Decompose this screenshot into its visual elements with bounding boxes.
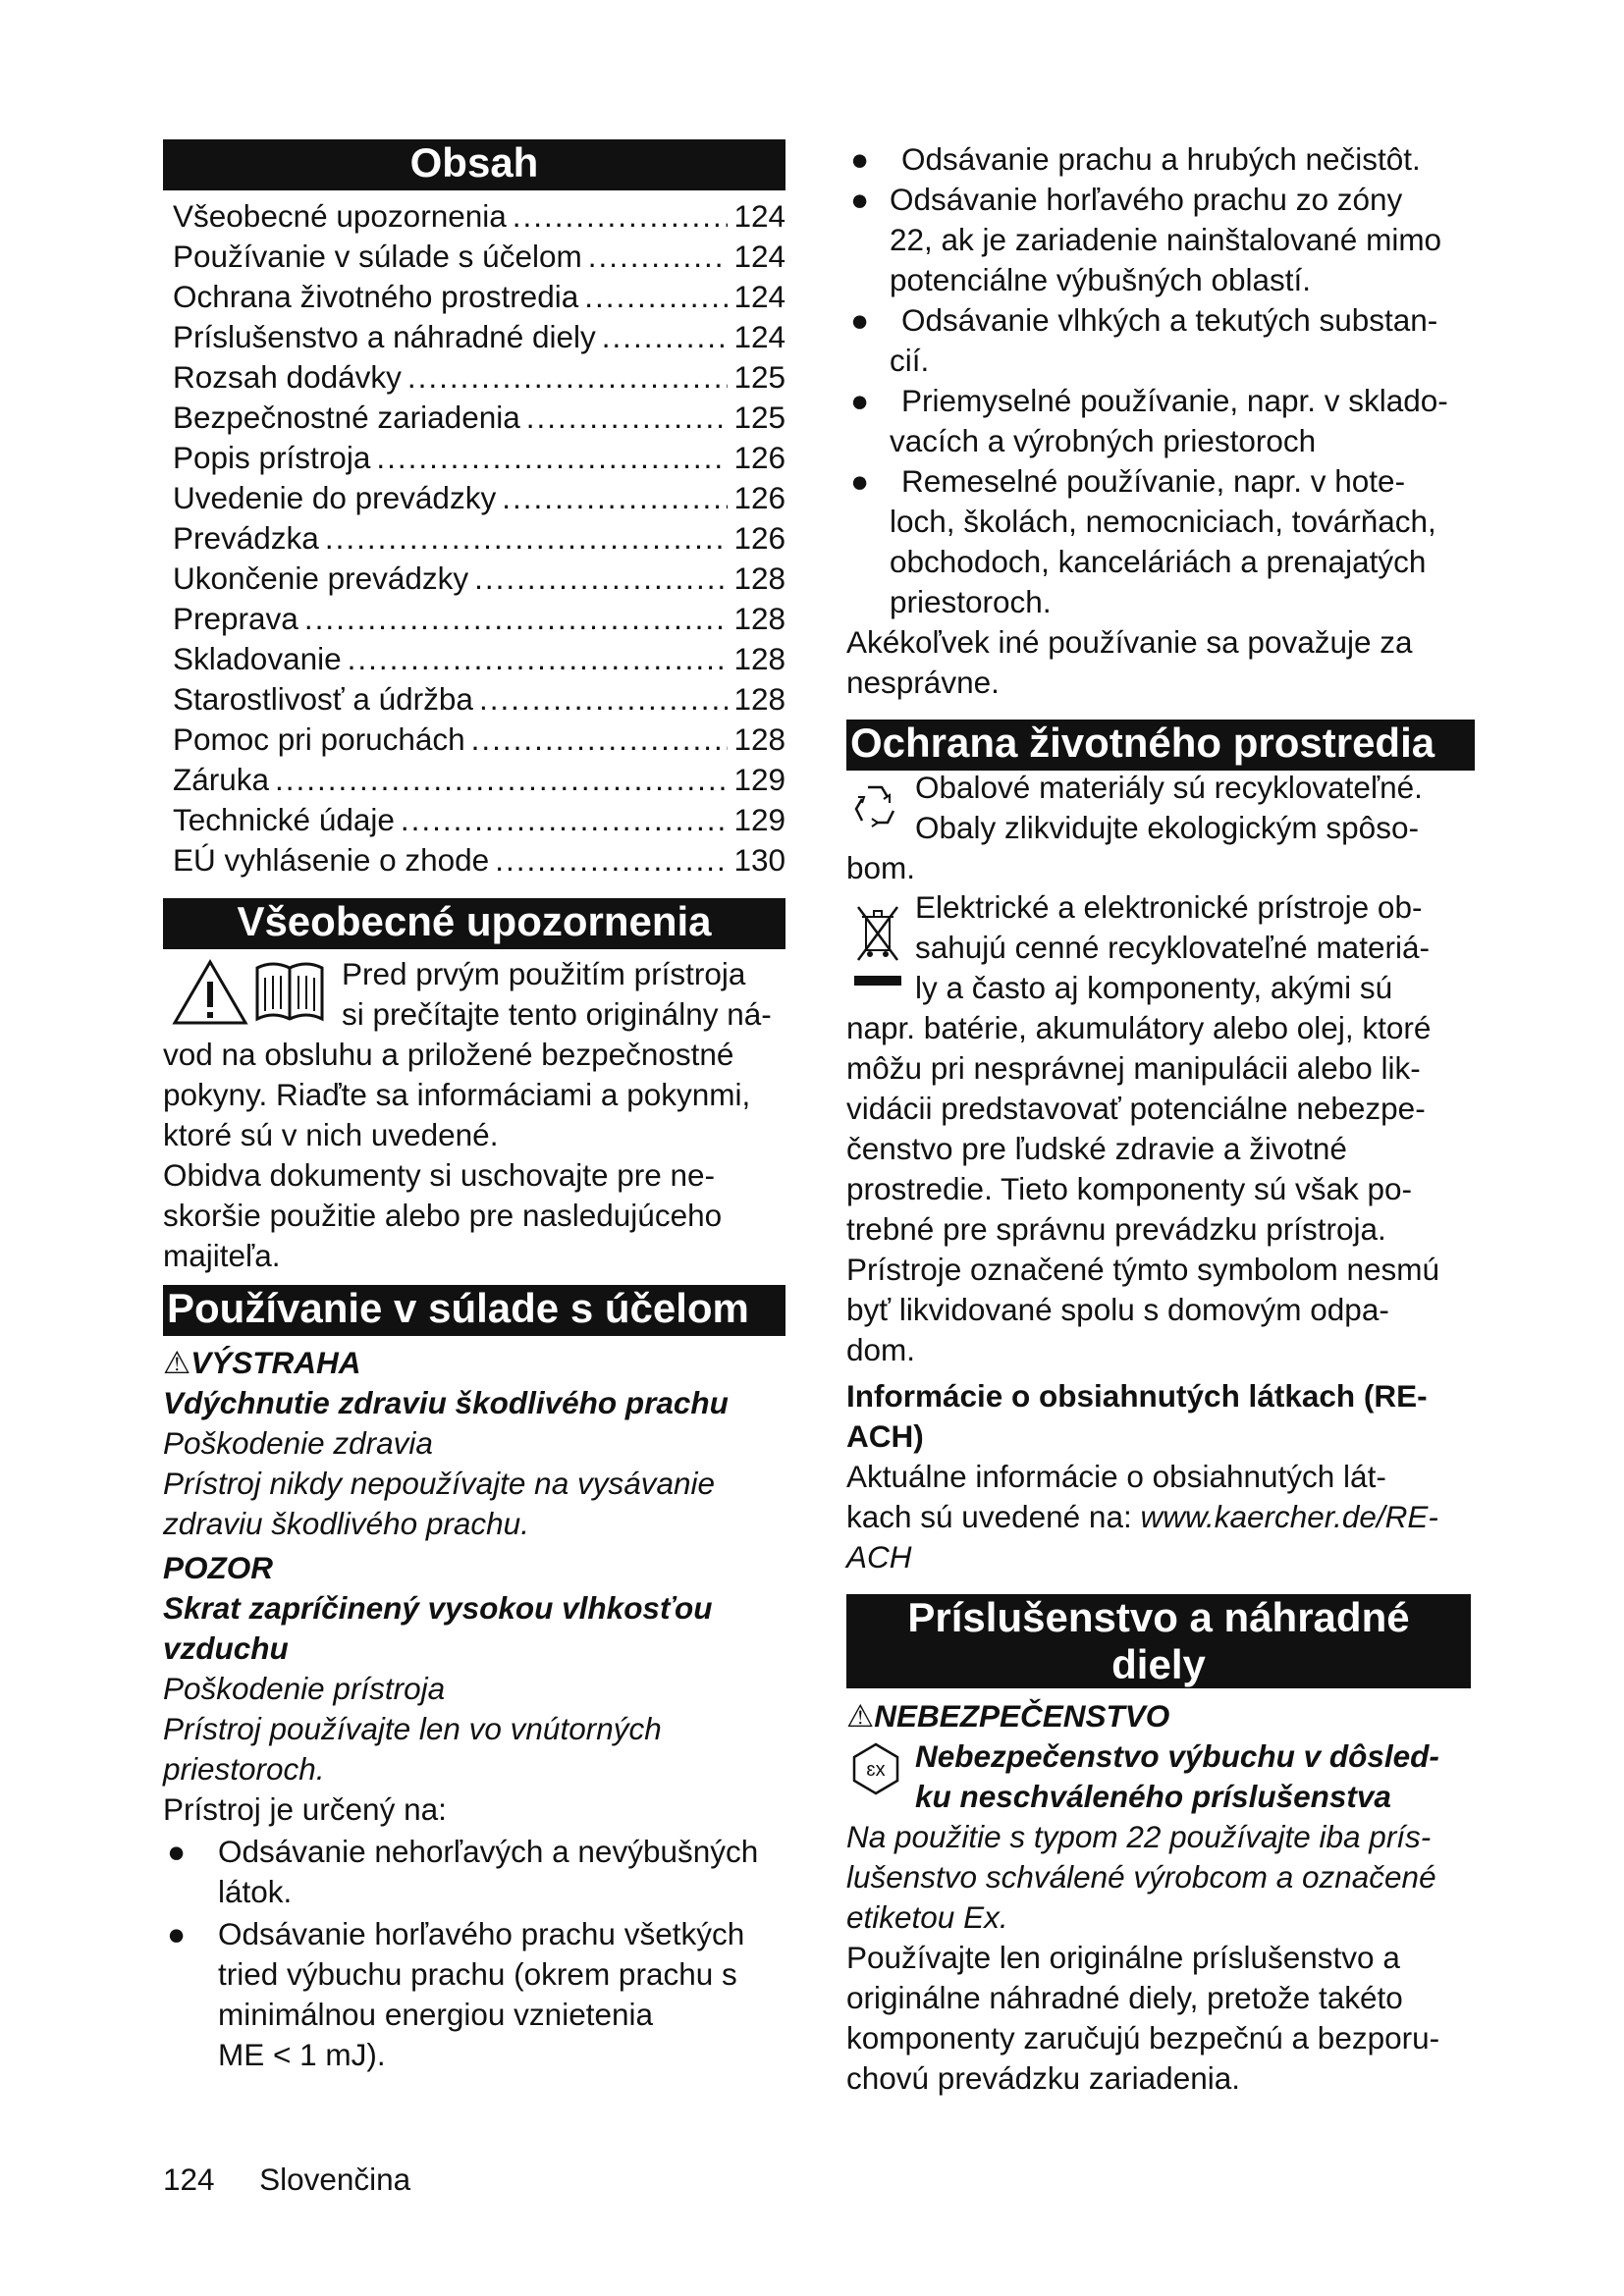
toc-entry[interactable] bbox=[173, 639, 785, 679]
toc-entry-page: 128 bbox=[733, 721, 785, 757]
list-item: ● Odsávanie horľavého prachu zo zóny 22, ak je zariadenie nainštalované mimo potenciálne výbušných oblastí. bbox=[850, 182, 1442, 297]
toc-entry[interactable] bbox=[173, 398, 785, 438]
warning-label: ⚠VÝSTRAHA bbox=[163, 1345, 361, 1380]
toc-leader-dots bbox=[376, 438, 728, 478]
page-footer bbox=[163, 2160, 410, 2200]
toc-entry[interactable] bbox=[173, 599, 785, 639]
toc-entry[interactable] bbox=[173, 478, 785, 518]
danger-small-icon: ⚠ bbox=[846, 1698, 875, 1734]
weee-body: napr. batérie, akumulátory alebo olej, ktoré môžu pri nesprávnej manipulácii alebo lik- vidácii predstavovať potenciálne nebezpe- čenstvo pre ľudské zdravie a životné prostredie. Tieto komponenty sú však po- trebné pre správnu prevádzku prístroja. Prístroje označené týmto symbolom nesmú byť likvidované spolu s domovým odpa- dom. Informácie o obsiahnutých látkach (RE- ACH) Aktuálne informácie o obsiahnutých lát- kach sú uvedené na: www.kaercher.de/RE- ACH bbox=[846, 1008, 1475, 1577]
reach-link[interactable]: www.kaercher.de/RE- bbox=[1140, 1499, 1438, 1534]
toc-entry[interactable] bbox=[173, 679, 785, 720]
toc-leader-dots bbox=[502, 478, 728, 518]
weee-text: Elektrické a elektronické prístroje ob- sahujú cenné recyklovateľné materiá- ly a často aj komponenty, akými sú bbox=[915, 889, 1430, 1005]
recycle-icon bbox=[850, 781, 899, 832]
toc-entry-title: Rozsah dodávky bbox=[173, 359, 402, 395]
toc-entry[interactable] bbox=[173, 518, 785, 559]
list-item: ● Odsávanie vlhkých a tekutých substan- cií. bbox=[850, 302, 1438, 378]
general-intro: Pred prvým použitím prístroja si prečítajte tento originálny ná- bbox=[342, 956, 772, 1032]
list-item: ● Odsávanie nehorľavých a nevýbušných látok. bbox=[167, 1834, 759, 1909]
toc-entry[interactable] bbox=[173, 196, 785, 237]
toc-leader-dots bbox=[474, 559, 728, 599]
toc-leader-dots bbox=[304, 599, 729, 639]
danger-label: ⚠NEBEZPEČENSTVO bbox=[846, 1698, 1170, 1734]
toc-entry[interactable] bbox=[173, 277, 785, 317]
svg-text:ɛx: ɛx bbox=[866, 1759, 886, 1781]
danger-title: Nebezpečenstvo výbuchu v dôsled- ku neschváleného príslušenstva bbox=[915, 1738, 1439, 1814]
toc-leader-dots bbox=[325, 518, 729, 559]
warning-small-icon: ⚠ bbox=[163, 1345, 191, 1380]
list-item: ● Priemyselné používanie, napr. v sklado- vacích a výrobných priestoroch bbox=[850, 383, 1448, 458]
toc-leader-dots bbox=[471, 720, 729, 760]
toc-entry-title: Všeobecné upozornenia bbox=[173, 198, 507, 234]
toc-entry-title: EÚ vyhlásenie o zhode bbox=[173, 842, 490, 878]
intended-use-heading: Používanie v súlade s účelom bbox=[163, 1285, 785, 1336]
toc-entry-title: Bezpečnostné zariadenia bbox=[173, 400, 520, 435]
toc-leader-dots bbox=[401, 800, 729, 840]
toc-entry[interactable] bbox=[173, 357, 785, 398]
toc-entry-page: 126 bbox=[733, 440, 785, 475]
toc-heading: Obsah bbox=[163, 139, 785, 190]
toc-entry[interactable] bbox=[173, 840, 785, 881]
page-number: 124 bbox=[163, 2162, 215, 2197]
list-item: ● Odsávanie horľavého prachu všetkých tried výbuchu prachu (okrem prachu s minimálnou energiou vznietenia ME < 1 mJ). bbox=[167, 1916, 745, 2072]
toc-entry-title: Popis prístroja bbox=[173, 440, 371, 475]
toc-leader-dots bbox=[275, 760, 728, 800]
toc-entry-page: 124 bbox=[733, 198, 785, 234]
toc-entry-page: 126 bbox=[733, 480, 785, 515]
toc-entry-page: 128 bbox=[733, 561, 785, 596]
reach-link-line: kach sú uvedené na: www.kaercher.de/RE- bbox=[846, 1499, 1438, 1534]
toc-entry-page: 124 bbox=[733, 319, 785, 354]
toc-leader-dots bbox=[348, 639, 729, 679]
environment-heading: Ochrana životného prostredia bbox=[846, 720, 1475, 771]
toc-leader-dots bbox=[584, 277, 728, 317]
toc-entry[interactable] bbox=[173, 317, 785, 357]
footer-language: Slovenčina bbox=[259, 2162, 411, 2197]
toc-leader-dots bbox=[513, 196, 729, 237]
recycle-text: Obalové materiály sú recyklovateľné. Obaly zlikvidujte ekologickým spôso- bbox=[915, 770, 1423, 845]
toc-entry[interactable] bbox=[173, 237, 785, 277]
intended-use-bullets-continued: ● Odsávanie prachu a hrubých nečistôt. ● Odsávanie horľavého prachu zo zóny 22, ak je zariadenie nainštalované mimo potenciálne výbušných oblastí. ● Odsávanie vlhkých a tekutých substan- cií. ● Priemyselné používanie, napr. v sklado- vacích a výrobných priestoroch ● Remeselné používanie, napr. v hote- loch, školách, nemocniciach, továrňach, obchodoch, kanceláriách a prenajatých priestoroch. Akékoľvek iné používanie sa považuje za nesprávne. bbox=[846, 139, 1475, 703]
crossed-bin-icon bbox=[852, 903, 903, 993]
read-manual-icon bbox=[253, 958, 326, 1027]
toc-entry-page: 125 bbox=[733, 359, 785, 395]
accessories-body: Na použitie s typom 22 používajte iba prís- lušenstvo schválené výrobcom a označené etiketou Ex. Používajte len originálne príslušenstvo a originálne náhradné diely, pretože takéto komponenty zaručujú bezpečnú a bezporu- chovú prevádzku zariadenia. bbox=[846, 1819, 1440, 2096]
list-item: ● Odsávanie prachu a hrubých nečistôt. bbox=[850, 141, 1421, 177]
toc-leader-dots bbox=[407, 357, 729, 398]
toc-entry-title: Prevádzka bbox=[173, 520, 319, 556]
toc-leader-dots bbox=[588, 237, 729, 277]
toc-entry-page: 125 bbox=[733, 400, 785, 435]
toc-entry-title: Ochrana životného prostredia bbox=[173, 279, 579, 314]
toc-entry-page: 130 bbox=[733, 842, 785, 878]
toc-entry-title: Skladovanie bbox=[173, 641, 342, 676]
toc-leader-dots bbox=[602, 317, 729, 357]
toc-entry[interactable] bbox=[173, 559, 785, 599]
toc-entry-title: Preprava bbox=[173, 601, 298, 636]
toc-entry-page: 126 bbox=[733, 520, 785, 556]
list-item: ● Remeselné používanie, napr. v hote- loch, školách, nemocniciach, továrňach, obchodoch, kanceláriách a prenajatých priestoroch. bbox=[850, 463, 1436, 619]
table-of-contents bbox=[173, 196, 785, 881]
toc-entry-title: Uvedenie do prevádzky bbox=[173, 480, 497, 515]
toc-leader-dots bbox=[495, 840, 728, 881]
toc-entry[interactable] bbox=[173, 720, 785, 760]
toc-entry-title: Technické údaje bbox=[173, 802, 395, 837]
toc-entry[interactable] bbox=[173, 800, 785, 840]
general-heading: Všeobecné upozornenia bbox=[163, 898, 785, 949]
toc-entry-title: Záruka bbox=[173, 762, 270, 797]
toc-entry-title: Príslušenstvo a náhradné diely bbox=[173, 319, 596, 354]
toc-entry-page: 129 bbox=[733, 802, 785, 837]
toc-entry[interactable] bbox=[173, 438, 785, 478]
toc-entry-page: 128 bbox=[733, 601, 785, 636]
toc-entry[interactable] bbox=[173, 760, 785, 800]
toc-entry-page: 128 bbox=[733, 681, 785, 717]
toc-entry-page: 129 bbox=[733, 762, 785, 797]
toc-leader-dots bbox=[526, 398, 729, 438]
accessories-heading: Príslušenstvo a náhradné diely bbox=[846, 1594, 1471, 1688]
toc-entry-page: 124 bbox=[733, 279, 785, 314]
intended-use-warnings: ⚠VÝSTRAHA Vdýchnutie zdraviu škodlivého prachu Poškodenie zdravia Prístroj nikdy nepoužívajte na vysávanie zdraviu škodlivého prachu. POZOR Skrat zapríčinený vysokou vlhkosťou vzduchu Poškodenie prístroja Prístroj používajte len vo vnútorných priestoroch. Prístroj je určený na: ● Odsávanie nehorľavých a nevýbušných látok. ● Odsávanie horľavého prachu všetkých tried výbuchu prachu (okrem prachu s minimálnou energiou vznietenia ME < 1 mJ). bbox=[163, 1343, 785, 2075]
warning-triangle-icon bbox=[171, 958, 249, 1027]
toc-entry-title: Starostlivosť a údržba bbox=[173, 681, 473, 717]
toc-entry-title: Ukončenie prevádzky bbox=[173, 561, 469, 596]
toc-leader-dots bbox=[479, 679, 728, 720]
toc-entry-page: 124 bbox=[733, 239, 785, 274]
general-paragraphs: vod na obsluhu a priložené bezpečnostné pokyny. Riaďte sa informáciami a pokynmi, ktoré sú v nich uvedené. Obidva dokumenty si uschovajte pre ne- skoršie použitie alebo pre nasledujúceho majiteľa. bbox=[163, 1037, 751, 1273]
reach-link-tail[interactable]: ACH bbox=[846, 1539, 912, 1575]
ex-explosion-icon bbox=[850, 1741, 901, 1796]
manual-page: Obsah Všeobecné upozornenia ..... 124 Používanie v súlade s účelom ..... 124 Ochrana životného prostredia ..... 124 Príslušenstvo a náhradné diely ..... 124 Rozsah dodávky ..... 125 Bezpečnostné zariadenia ..... 125 Popis prístroja ..... 126 Uvedenie do prevádzky ..... 126 Prevádzka ..... 126 Ukončenie prevádzky ..... 128 Preprava ..... 128 Skladovanie ..... 128 Starostlivosť a údržba ..... 128 Pomoc pri poruchách ..... 128 Záruka ..... 129 Technické údaje ..... 129 EÚ vyhlásenie o zhode ..... 130 Všeobecné upozornenia Pred prvým použitím prístroja si prečítajte tento originálny ná- vod na obsluhu a priložené bezpečnostné pokyny. Riaďte sa informáciami a pokynmi, ktoré sú v nich uvedené. Obidva dokumenty si uschovajte pre ne- skoršie použitie alebo pre nasledujúceho majiteľa. Používanie v súlade s účelom ⚠VÝSTRAHA Vdýchnutie zdraviu škodlivého prachu Poškodenie zdravia Prístroj nikdy nepoužívajte na vysávanie zdraviu škodlivého prachu. POZOR Skrat zapríčinený vysokou vlhkosťou vzduchu Poškodenie prístroja Prístroj používajte len vo vnútorných priestoroch. Prístroj je určený na: ● Odsávanie nehorľavých a nevýbušných látok. ● Odsávanie horľavého prachu všetkých tried výbuchu prachu (okrem prachu s minimálnou energiou vznietenia ME < 1 mJ). ● Odsávanie prachu a hrubých nečistôt. ● Odsávanie horľavého prachu zo zóny 22, ak je zariadenie nainštalované mimo potenciálne výbušných oblastí. ● Odsávanie vlhkých a tekutých substan- cií. ● Priemyselné používanie, napr. v sklado- vacích a výrobných priestoroch ● Remeselné používanie, napr. v hote- loch, školách, nemocniciach, továrňach, obchodoch, kanceláriách a prenajatých priestoroch. Akékoľvek iné používanie sa považuje za nesprávne. Ochrana životného prostredia Obalové materiály sú recyklovateľné. Obaly zlikvidujte ekologickým spôso- bom. Elektrické a elektronické prístroje ob- sahujú cenné recyklovateľné materiá- ly a často aj komponenty, akými sú napr. batérie, akumulátory alebo olej, ktoré môžu pri nesprávnej manipulácii alebo lik- vidácii predstavovať potenciálne nebezpe- čenstvo pre ľudské zdravie a životné prostredie. Tieto komponenty sú však po- trebné pre správnu prevádzku prístroja. Prístroje označené týmto symbolom nesmú byť likvidované spolu s domovým odpa- dom. Informácie o obsiahnutých látkach (RE- ACH) Aktuálne informácie o obsiahnutých lát- kach sú uvedené na: www.kaercher.de/RE- ACH Príslušenstvo a náhradné diely ⚠NEBEZPEČENSTVO ɛx Nebezpečenstvo výbuchu v dôsled- ku neschváleného príslušenstva Na použitie s typom 22 používajte iba prís- lušenstvo schválené výrobcom a označené etiketou Ex. Používajte len originálne príslušenstvo a originálne náhradné diely, pretože takéto komponenty zaručujú bezpečnú a bezporu- chovú prevádzku zariadenia. 124 Slovenčina bbox=[0, 0, 1624, 2296]
toc-entry-title: Používanie v súlade s účelom bbox=[173, 239, 582, 274]
toc-entry-title: Pomoc pri poruchách bbox=[173, 721, 465, 757]
toc-entry-page: 128 bbox=[733, 641, 785, 676]
